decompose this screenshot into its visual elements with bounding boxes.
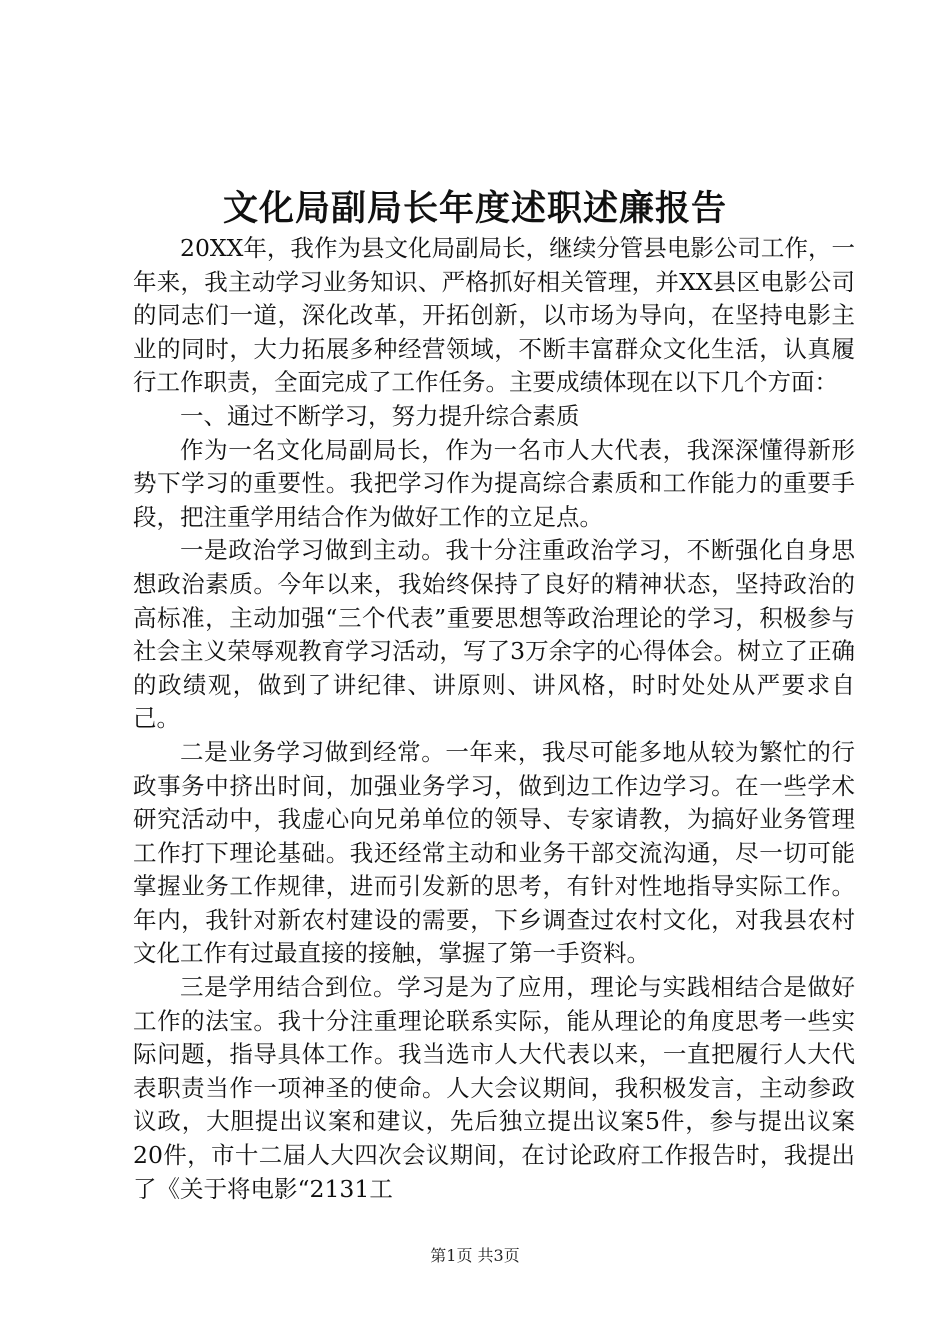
document-body — [133, 232, 855, 1206]
paragraph: 20XX年，我作为县文化局副局长，继续分管县电影公司工作，一年来，我主动学习业务知识、严格抓好相关管理，并XX县区电影公司的同志们一道，深化改革，开拓创新，以市场为导向，在坚持电影主业的同时，大力拓展多种经营领域，不断丰富群众文化生活，认真履行工作职责，全面完成了工作任务。主要成绩体现在以下几个方面： — [133, 234, 855, 397]
paragraph: 三是学用结合到位。学习是为了应用，理论与实践相结合是做好工作的法宝。我十分注重理论联系实际，能从理论的角度思考一些实际问题，指导具体工作。我当选市人大代表以来，一直把履行人大代表职责当作一项神圣的使命。人大会议期间，我积极发言，主动参政议政，大胆提出议案和建议，先后独立提出议案5件，参与提出议案20件，市十二届人大四次会议期间，在讨论政府工作报告时，我提出了《关于将电影“2131工 — [133, 973, 855, 1203]
section-heading: 一、通过不断学习，努力提升综合素质 — [180, 401, 580, 430]
paragraph: 二是业务学习做到经常。一年来，我尽可能多地从较为繁忙的行政事务中挤出时间，加强业务学习，做到边工作边学习。在一些学术研究活动中，我虚心向兄弟单位的领导、专家请教，为搞好业务管理工作打下理论基础。我还经常主动和业务干部交流沟通，尽一切可能掌握业务工作规律，进而引发新的思考，有针对性地指导实际工作。年内，我针对新农村建设的需要，下乡调查过农村文化，对我县农村文化工作有过最直接的接触，掌握了第一手资料。 — [133, 737, 855, 968]
paragraph: 一是政治学习做到主动。我十分注重政治学习，不断强化自身思想政治素质。今年以来，我始终保持了良好的精神状态，坚持政治的高标准，主动加强“三个代表”重要思想等政治理论的学习，积极参与社会主义荣辱观教育学习活动，写了3万余字的心得体会。树立了正确的政绩观，做到了讲纪律、讲原则、讲风格，时时处处从严要求自己。 — [133, 536, 855, 733]
document-title: 文化局副局长年度述职述廉报告 — [222, 188, 727, 229]
paragraph: 作为一名文化局副局长，作为一名市人大代表，我深深懂得新形势下学习的重要性。我把学习作为提高综合素质和工作能力的重要手段，把注重学用结合作为做好工作的立足点。 — [133, 435, 855, 531]
page-footer: 第1页 共3页 — [430, 1246, 520, 1265]
